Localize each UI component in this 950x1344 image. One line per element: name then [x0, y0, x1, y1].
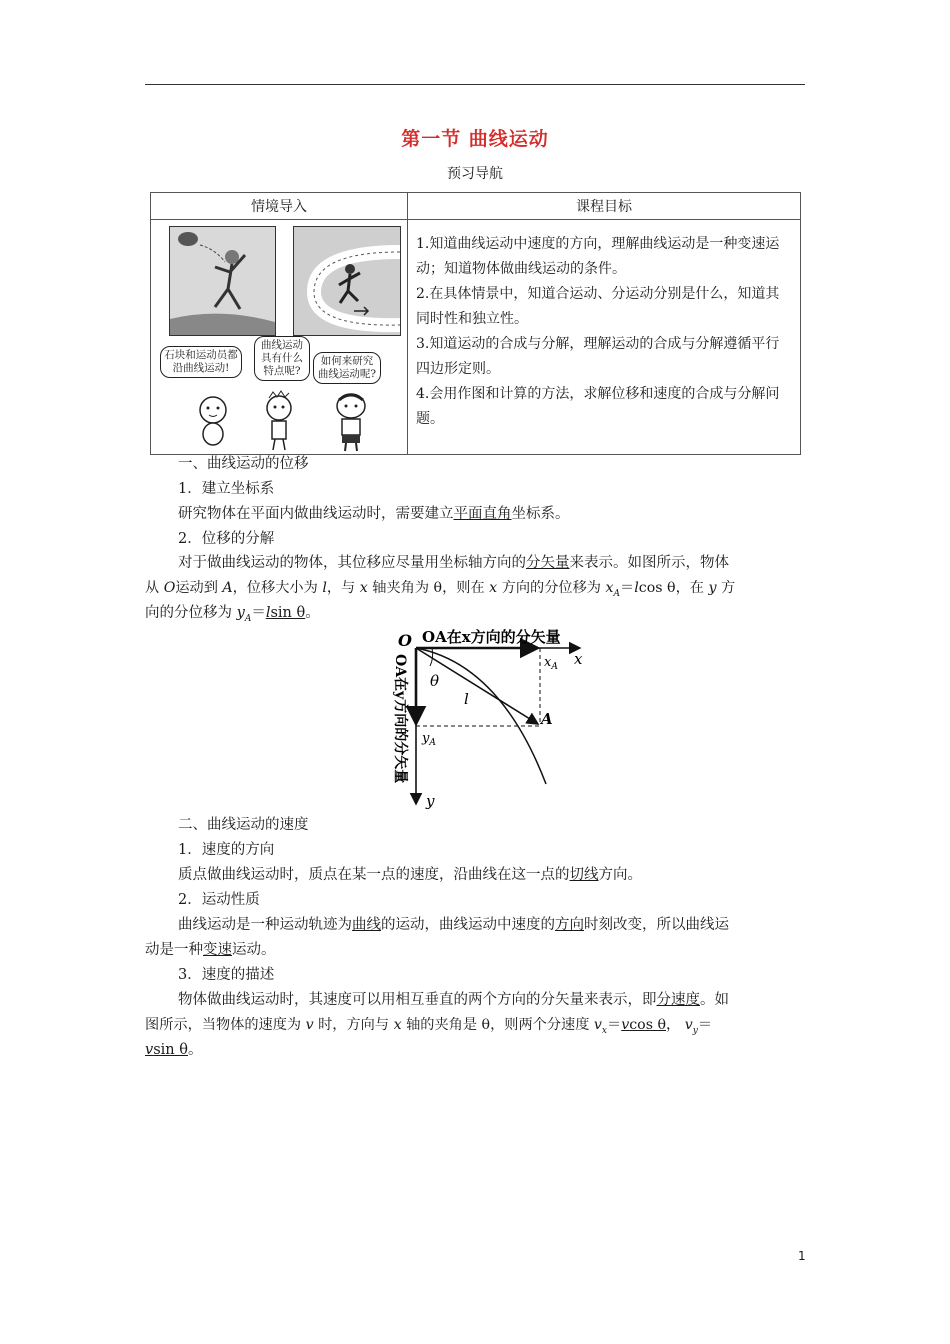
stone-thrower-sketch	[170, 227, 275, 335]
page-number: 1	[798, 1249, 806, 1263]
section1-para2-line2: 从 O运动到 A，位移大小为 l，与 x 轴夹角为 θ，则在 x 方向的分位移为 $x_A=lcos$ θ，在 y 方	[145, 580, 736, 599]
section2-para3-line1: 物体做曲线运动时，其速度可以用相互垂直的两个方向的分矢量来表示，即分速度。如	[178, 992, 729, 1008]
scenario-illustration	[151, 220, 407, 454]
x-axis-label: x	[574, 650, 583, 668]
page-title: 第一节 曲线运动	[401, 128, 549, 150]
y-axis-label: y	[426, 792, 435, 810]
section1-sub2: 2．位移的分解	[178, 531, 275, 547]
section2-para3-line3: vsin θ。	[145, 1042, 203, 1058]
speech-bubble-3: 如何来研究曲线运动呢?	[313, 352, 381, 384]
goal-item: 1.知道曲线运动中速度的方向，理解曲线运动是一种变速运动；知道物体做曲线运动的条件。	[416, 236, 780, 277]
section2-para2-line2: 动是一种变速运动。	[145, 942, 276, 958]
goal-item: 4.会用作图和计算的方法，求解位移和速度的合成与分解问题。	[416, 386, 780, 427]
xa-label: $x_A$	[544, 655, 558, 672]
theta-label: θ	[430, 672, 440, 690]
runner-picture	[293, 226, 401, 336]
table-header-goals: 课程目标	[408, 193, 801, 220]
x-vector-label: OA在x方向的分矢量	[422, 628, 561, 646]
goal-item: 2.在具体情景中，知道合运动、分运动分别是什么，知道其同时性和独立性。	[416, 286, 780, 327]
section1-para2-line3: 向的分位移为 $y_A=lsin$ θ。	[145, 605, 320, 624]
goals-cell	[408, 220, 801, 455]
section2-para3-line2: 图所示，当物体的速度为 v 时，方向与 x 轴的夹角是 θ，则两个分速度 $v_x=vcos$ θ， $v_y=$	[145, 1017, 713, 1036]
table-header-scenario: 情境导入	[151, 193, 408, 220]
ya-label: $y_A$	[422, 731, 436, 748]
section2-para2-line1: 曲线运动是一种运动轨迹为曲线的运动，曲线运动中速度的方向时刻改变，所以曲线运	[178, 917, 729, 933]
section1-para1: 研究物体在平面内做曲线运动时，需要建立平面直角坐标系。	[178, 506, 570, 522]
origin-label: O	[398, 631, 412, 650]
cartoon-characters	[151, 388, 407, 454]
l-label: l	[464, 690, 469, 708]
section1-sub1: 1．建立坐标系	[178, 481, 275, 497]
runner-track-sketch	[294, 227, 400, 335]
speech-bubble-1: 石块和运动员都沿曲线运动!	[160, 346, 242, 378]
goal-item: 3.知道运动的合成与分解，理解运动的合成与分解遵循平行四边形定则。	[416, 336, 780, 377]
section2-para1: 质点做曲线运动时，质点在某一点的速度，沿曲线在这一点的切线方向。	[178, 867, 642, 883]
point-a-label: A	[541, 710, 553, 728]
stone-thrower-picture	[169, 226, 276, 336]
section2-sub2: 2．运动性质	[178, 892, 260, 908]
section2-heading: 二、曲线运动的速度	[178, 817, 309, 833]
y-vector-label: OA在y方向的分矢量	[392, 654, 408, 784]
displacement-diagram	[360, 624, 600, 814]
scenario-cell	[151, 220, 408, 455]
section2-sub3: 3．速度的描述	[178, 967, 275, 983]
section-subtitle: 预习导航	[447, 166, 503, 182]
section1-para2-line1: 对于做曲线运动的物体，其位移应尽量用坐标轴方向的分矢量来表示。如图所示，物体	[178, 555, 729, 571]
header-rule	[145, 84, 805, 85]
section1-heading: 一、曲线运动的位移	[178, 456, 309, 472]
preview-table	[150, 192, 801, 455]
section2-sub1: 1．速度的方向	[178, 842, 275, 858]
speech-bubble-2: 曲线运动具有什么特点呢?	[254, 336, 310, 381]
